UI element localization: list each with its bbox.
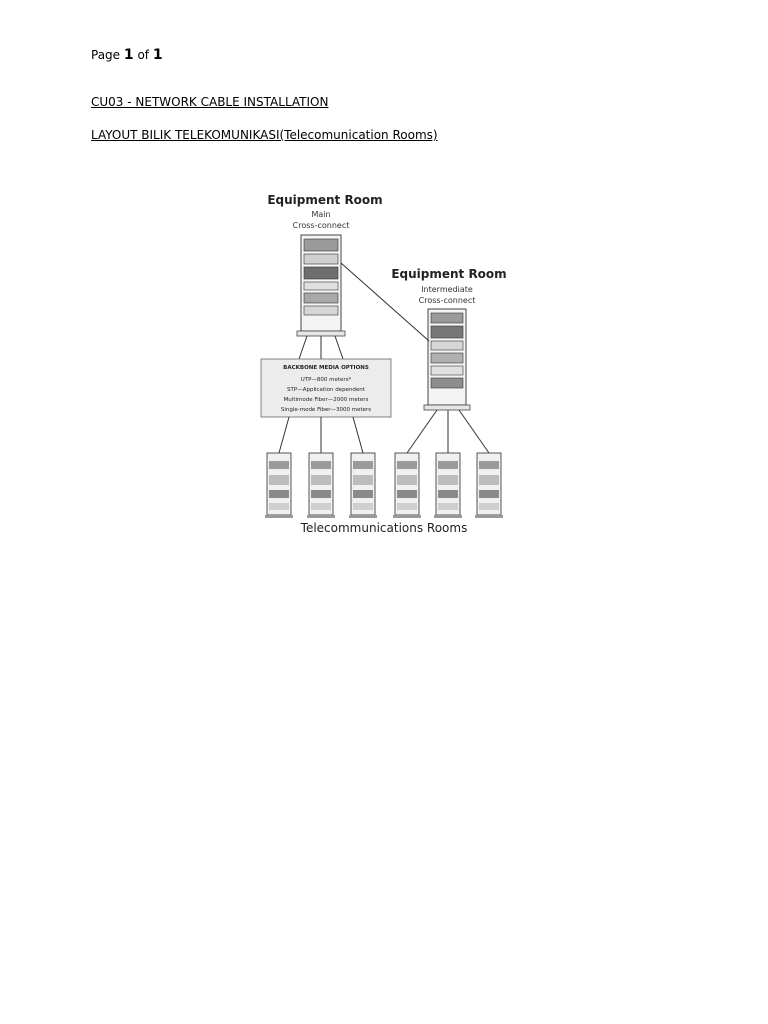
page-current: 1: [123, 47, 134, 63]
document-title: CU03 - NETWORK CABLE INSTALLATION: [91, 95, 329, 109]
telecom-rooms-label: Telecommunications Rooms: [300, 521, 468, 535]
page-word: Page: [91, 48, 121, 62]
telecom-rack: [475, 453, 503, 518]
backbone-heading: BACKBONE MEDIA OPTIONS: [283, 365, 369, 371]
telecom-rack: [393, 453, 421, 518]
page-header: [91, 47, 163, 63]
main-room-line2: Cross-connect: [292, 221, 350, 230]
backbone-media-box: [261, 359, 391, 417]
telecom-rack: [349, 453, 377, 518]
telecom-rack: [265, 453, 293, 518]
document-subtitle: LAYOUT BILIK TELEKOMUNIKASI(Telecomunication Rooms): [91, 128, 438, 142]
telecom-rack: [434, 453, 462, 518]
network-diagram-svg: [255, 185, 525, 540]
telecom-rack: [307, 453, 335, 518]
of-word: of: [137, 48, 150, 62]
backbone-option: STP—Application dependent: [287, 387, 365, 393]
intermediate-room-line2: Cross-connect: [418, 296, 476, 305]
backbone-option: Multimode Fiber—2000 meters: [283, 397, 369, 403]
network-diagram: [255, 185, 525, 540]
intermediate-room-title: Equipment Room: [391, 267, 507, 281]
main-rack: [297, 235, 345, 336]
page-total: 1: [152, 47, 163, 63]
intermediate-rack: [424, 309, 470, 410]
main-room-title: Equipment Room: [267, 193, 383, 207]
main-room-line1: Main: [311, 210, 331, 219]
backbone-option: UTP—800 meters*: [300, 377, 352, 383]
backbone-option: Single-mode Fiber—3000 meters: [280, 407, 372, 413]
intermediate-room-line1: Intermediate: [421, 285, 473, 294]
